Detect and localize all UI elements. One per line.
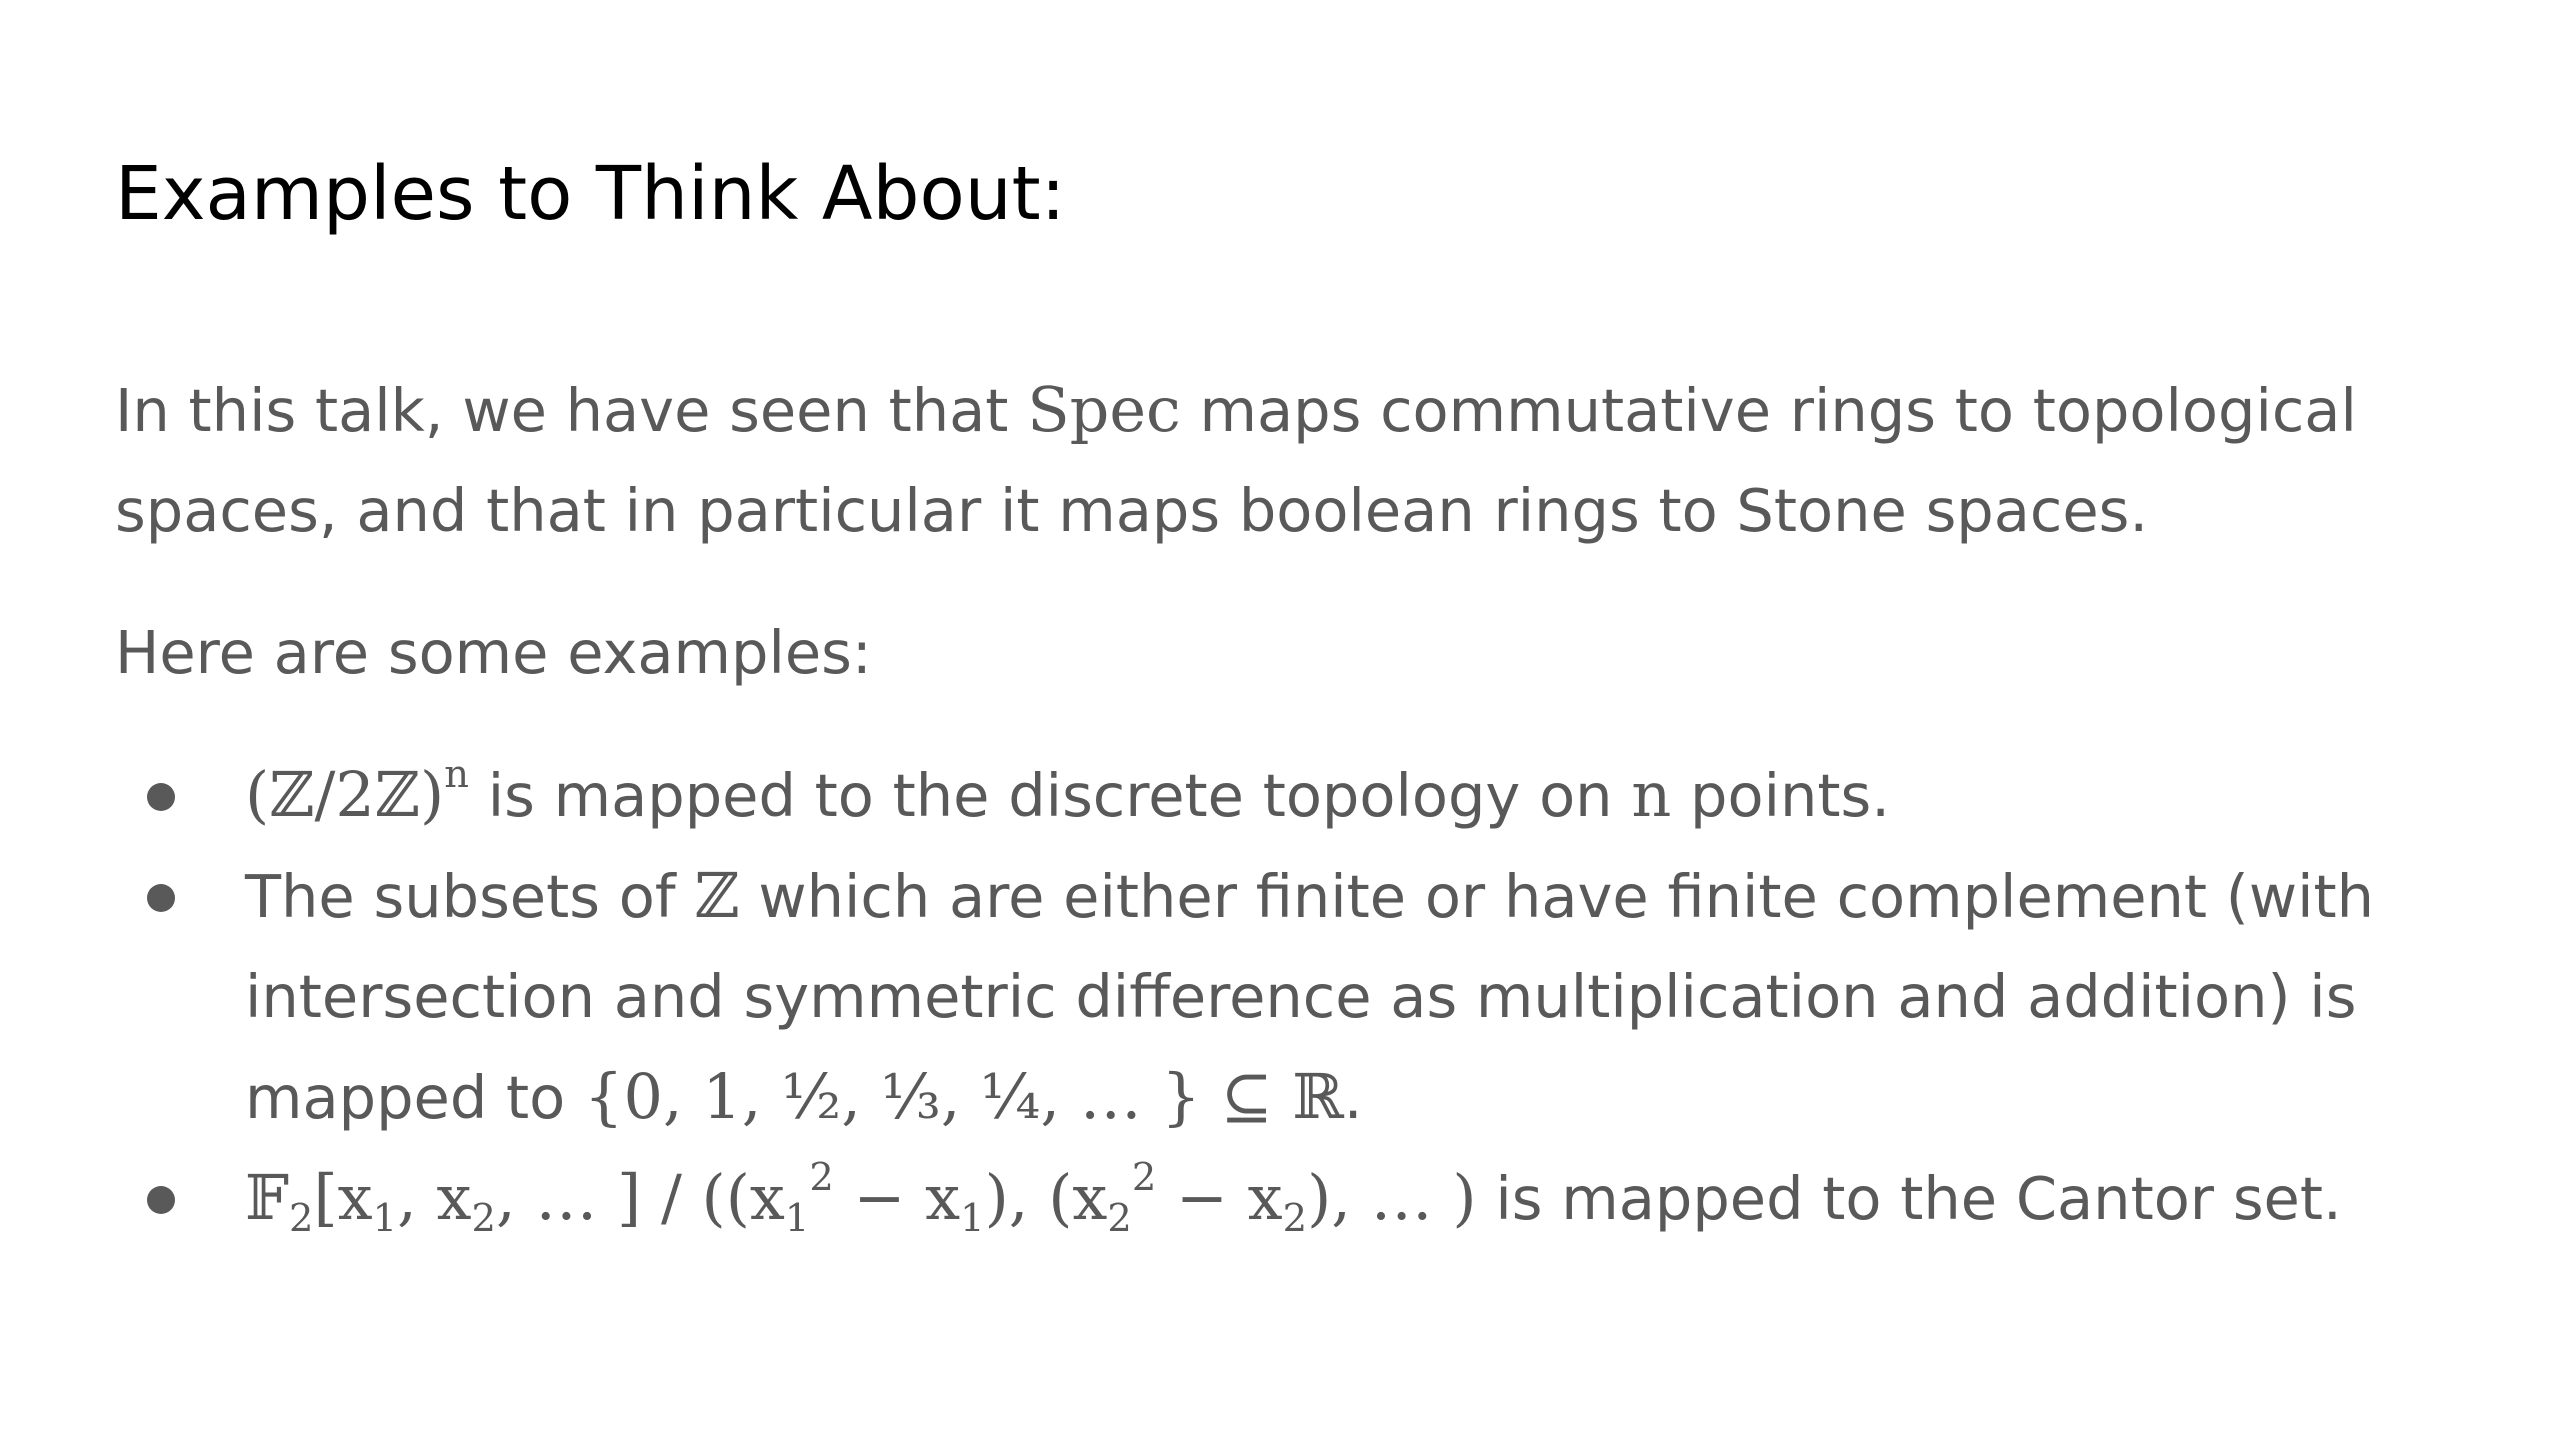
intro-text-1: In this talk, we have seen that [115,376,1028,445]
list-item [115,846,2445,1148]
slide-body [115,360,2445,1249]
intro-paragraph [115,360,2445,561]
bullet1-text-1: is mapped to the discrete topology on [468,761,1632,830]
slide-title: Examples to Think About: [115,151,1066,237]
spec-math: Spec [1027,373,1181,446]
bullet-dot-icon [147,783,175,811]
bullet3-text: is mapped to the Cantor set. [1476,1164,2342,1233]
list-item [115,745,2445,846]
list-item [115,1148,2445,1249]
integers-math: ℤ [694,859,740,932]
n-math: n [1631,758,1672,831]
bullet2-text-1: The subsets of [245,862,695,931]
examples-lead: Here are some examples: [115,618,872,687]
bullet2-text-2: which are either finite or have finite complement (with intersection and symmetric difference as multiplication and addition) is mapped to [245,862,2374,1132]
quotient-ring-math: $𝔽_2[x_1$, $x_2$, … ] / ($(x_1^2 - x_1)$, $(x_2^2 - x_2)$, … ) [245,1155,1477,1241]
bullet1-text-2: points. [1671,761,1890,830]
examples-list [115,745,2445,1249]
set-math: {0, 1, ½, ⅓, ¼, … } ⊆ ℝ [584,1060,1344,1133]
z2z-math: (ℤ/2ℤ)$^n$ [245,752,469,831]
intro-text-2: maps commutative rings to topological spaces, and that in particular it maps boolean rings to Stone spaces. [115,376,2357,545]
bullet2-text-3: . [1343,1063,1363,1132]
bullet-dot-icon [147,884,175,912]
bullet-dot-icon [147,1186,175,1214]
